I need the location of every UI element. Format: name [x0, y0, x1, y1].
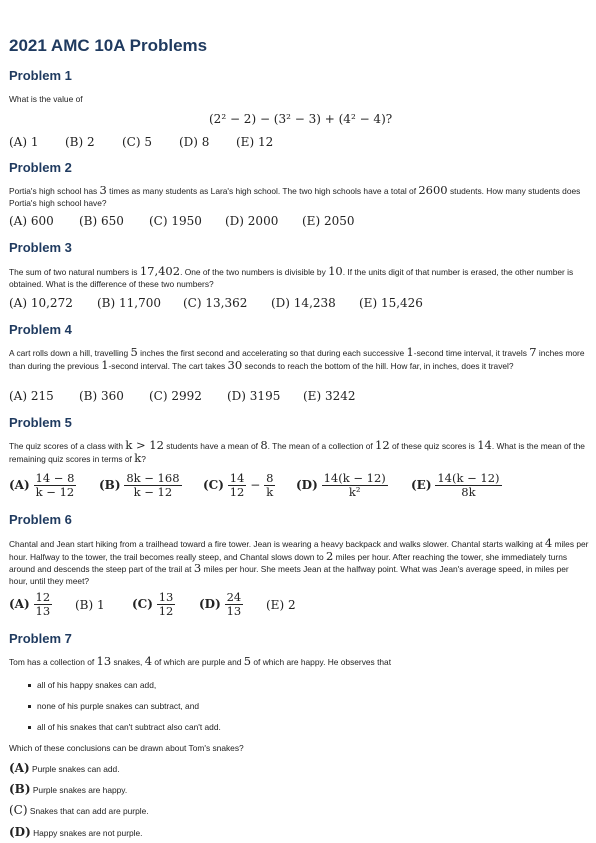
choice-b: (B) 360: [79, 389, 124, 403]
choice-b: (B) 11,700: [97, 296, 161, 310]
choice-e: (E) 2: [266, 598, 296, 612]
problem-7-heading: Problem 7: [9, 631, 72, 646]
problem-6-text: Chantal and Jean start hiking from a trailhead toward a fire tower. Jean is wearing a heavy backpack and walks slower. Chantal starts walking at 4 miles per hour. Halfway to the tower, the trail becomes really steep, and Chantal slows down to 2 miles per hour. After reaching the tower, she immediately turns around and descends the steep part of the trail at 3 miles per hour. She meets Jean at the halfway point. What was Jean's average speed, in miles per hour, until they meet?: [9, 536, 589, 586]
list-item: none of his purple snakes can subtract, and: [28, 701, 199, 711]
choice-b: (B) $\frac{8k - 168}{k - 12}$: [99, 471, 180, 499]
choice-b: (B) 1: [75, 598, 105, 612]
choice-a: (A) 600: [9, 214, 54, 228]
problem-4-heading: Problem 4: [9, 322, 72, 337]
problem-5-heading: Problem 5: [9, 415, 72, 430]
choice-d: (D) 8: [179, 135, 210, 149]
problem-1-equation: (2² − 2) − (3² − 3) + (4² − 4)?: [209, 112, 393, 126]
choice-c: (C) 2992: [149, 389, 202, 403]
choice-a: (A) 1: [9, 135, 39, 149]
problem-2-text: Portia's high school has 3 times as many students as Lara's high school. The two high schools have a total of 2600 students. How many students does Portia's high school have?: [9, 183, 581, 208]
list-item: all of his snakes that can't subtract also can't add.: [28, 722, 221, 732]
choice-a: (A) 10,272: [9, 296, 73, 310]
problem-1-heading: Problem 1: [9, 68, 72, 83]
choice-a: (A) 215: [9, 389, 54, 403]
problem-1-text: What is the value of: [9, 94, 83, 104]
choice-d: (D) 14,238: [271, 296, 336, 310]
choice-e: (E) 2050: [302, 214, 355, 228]
choice-e: (E) 3242: [303, 389, 356, 403]
choice-c: (C) 5: [122, 135, 152, 149]
choice-c: (C) $\frac{13}{12}$: [132, 590, 174, 618]
conclusion-d: (D) Happy snakes are not purple.: [9, 825, 143, 839]
choice-a: (A) $\frac{12}{13}$: [9, 590, 51, 618]
choice-d: (D) $\frac{24}{13}$: [199, 590, 242, 618]
choice-c: (C) 13,362: [183, 296, 248, 310]
choice-d: (D) $\frac{14(k - 12)}{\text{k²}}$: [296, 471, 386, 499]
problem-7-text: Tom has a collection of 13 snakes, 4 of which are purple and 5 of which are happy. He observes that: [9, 654, 392, 668]
choice-d: (D) 3195: [227, 389, 281, 403]
choice-e: (E) 15,426: [359, 296, 423, 310]
choice-d: (D) 2000: [225, 214, 279, 228]
choice-a: (A) $\frac{14 - 8}{k - 12}$: [9, 471, 75, 499]
problem-2-heading: Problem 2: [9, 160, 72, 175]
problem-6-heading: Problem 6: [9, 512, 72, 527]
choice-c: (C) 1950: [149, 214, 202, 228]
choice-b: (B) 650: [79, 214, 124, 228]
problem-3-heading: Problem 3: [9, 240, 72, 255]
problem-7-question: Which of these conclusions can be drawn about Tom's snakes?: [9, 743, 244, 753]
conclusion-a: (A) Purple snakes can add.: [9, 761, 120, 775]
problem-5-text: The quiz scores of a class with k > 12 students have a mean of 8. The mean of a collection of 12 of these quiz scores is 14. What is the mean of the remaining quiz scores in terms of k?: [9, 438, 585, 465]
page-title: 2021 AMC 10A Problems: [9, 36, 208, 55]
choice-e: (E) 12: [236, 135, 274, 149]
choice-e: (E) $\frac{14(k - 12)}{8k}$: [411, 471, 500, 499]
conclusion-b: (B) Purple snakes are happy.: [9, 782, 128, 796]
choice-c: (C) $\frac{14}{12}$ − $\frac{8}{k}$: [203, 471, 274, 499]
conclusion-c: (C) Snakes that can add are purple.: [9, 803, 149, 817]
problem-3-text: The sum of two natural numbers is 17,402. One of the two numbers is divisible by 10. If the units digit of that number is erased, the other number is obtained. What is the difference of these two numbers?: [9, 264, 574, 289]
choice-b: (B) 2: [65, 135, 95, 149]
problem-4-text: A cart rolls down a hill, travelling 5 inches the first second and accelerating so that during each successive 1-second time interval, it travels 7 inches more than during the previous 1-second interval. The cart takes 30 seconds to reach the bottom of the hill. How far, in inches, does it travel?: [9, 345, 585, 372]
list-item: all of his happy snakes can add,: [28, 680, 156, 690]
